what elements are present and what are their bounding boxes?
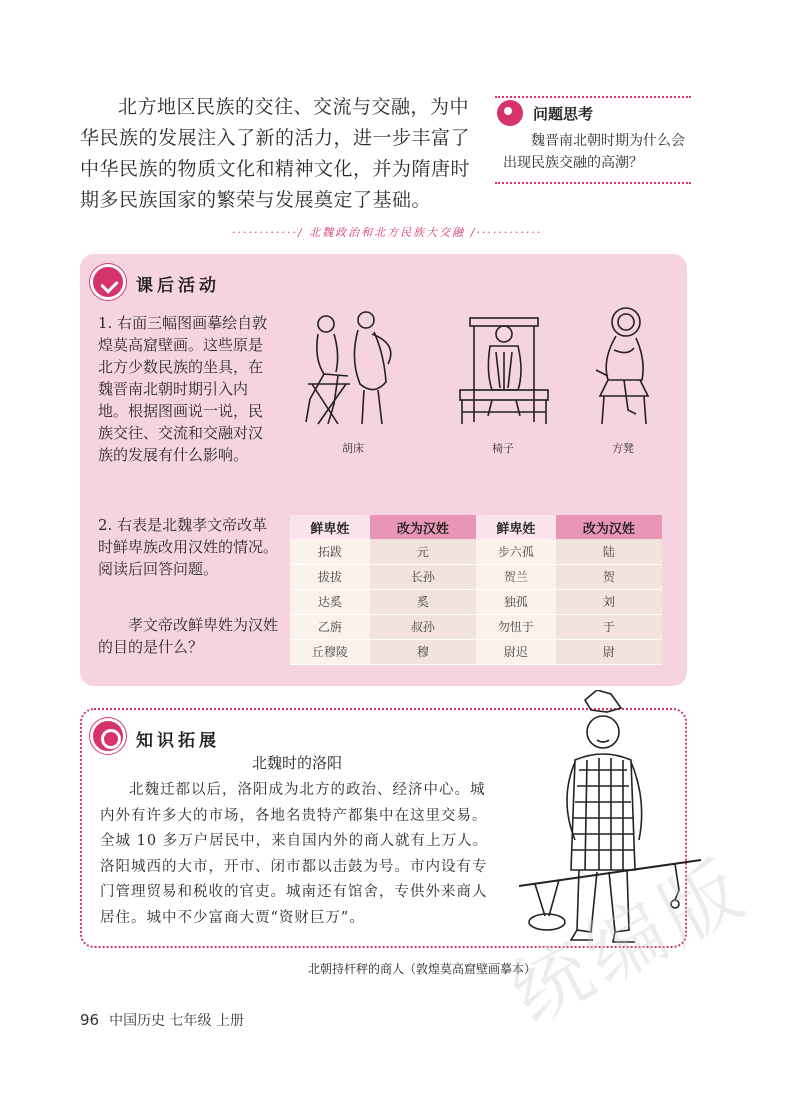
figure-yizi [452,312,557,430]
table-cell: 独孤 [476,589,556,614]
merchant-caption: 北朝持杆秤的商人（敦煌莫高窟壁画摹本） [308,962,537,976]
knowledge-ring-icon [90,718,126,754]
table-cell: 拔拔 [290,564,370,589]
table-cell: 长孙 [370,564,476,589]
huchuang-drawing [288,304,408,434]
table-cell: 刘 [556,589,662,614]
figure-huchuang [288,304,408,434]
figure-caption-huchuang: 胡床 [342,442,364,455]
think-bottom-rule [495,182,691,184]
knowledge-subtitle: 北魏时的洛阳 [252,754,343,772]
table-cell: 奚 [370,589,476,614]
activity-question-2-sub: 孝文帝改鲜卑姓为汉姓的目的是什么？ [98,616,279,656]
intro-paragraph: 北方地区民族的交往、交流与交融，为中华民族的发展注入了新的活力，进一步丰富了中华民族的物质文化和精神文化，并为隋唐时期多民族国家的繁荣与发展奠定了基础。 [80,96,471,211]
book-title: 中国历史 七年级 上册 [109,1013,244,1029]
table-cell: 陆 [556,539,662,564]
runner-dots-right: ············ [476,226,543,239]
table-cell: 穆 [370,639,476,664]
think-box [495,96,691,186]
table-row [290,589,662,614]
page-footer [80,1010,244,1030]
yizi-drawing [452,312,557,430]
table-cell: 乙旃 [290,614,370,639]
surname-table [290,515,662,665]
think-body: 魏晋南北朝时期为什么会出现民族交融的高潮？ [503,133,685,171]
think-title: 问题思考 [533,105,594,123]
table-row [290,614,662,639]
table-row [290,539,662,564]
table-cell: 步六孤 [476,539,556,564]
table-cell: 尉 [556,639,662,664]
table-header-cell: 改为汉姓 [370,515,476,539]
knowledge-body: 北魏迁都以后，洛阳成为北方的政治、经济中心。城内外有许多大的市场，各地名贵特产都集中在这里交易。全城 10 多万户居民中，来自国内外的商人就有上万人。洛阳城西的大市，开市、闭市都以击鼓为号。市内设有专门管理贸易和税收的官吏。城南还有馆舍，专供外来商人居住。城中不少富商大贾“资财巨万”。 [100,782,489,926]
knowledge-title: 知识拓展 [136,731,220,751]
table-cell: 于 [556,614,662,639]
table-cell: 元 [370,539,476,564]
watermark: 统编版 [496,843,762,1042]
table-cell: 拓跋 [290,539,370,564]
figure-caption-yizi: 椅子 [492,442,514,455]
figure-caption-fangdeng: 方凳 [612,442,634,455]
table-header-cell: 鲜卑姓 [476,515,556,539]
surname-table-header [290,515,662,539]
activity-check-icon [90,264,126,300]
figure-fangdeng [584,300,664,430]
runner-dots-left: ············ [232,226,298,239]
table-header-cell: 鲜卑姓 [290,515,370,539]
page-number: 96 [80,1011,100,1029]
table-cell: 勿忸于 [476,614,556,639]
table-cell: 贺兰 [476,564,556,589]
activity-question-1: 1. 右面三幅图画摹绘自敦煌莫高窟壁画。这些原是北方少数民族的坐具，在魏晋南北朝时期引入内地。根据图画说一说，民族交往、交流和交融对汉族的发展有什么影响。 [98,314,268,464]
table-row [290,564,662,589]
activity-question-2: 2. 右表是北魏孝文帝改革时鲜卑族改用汉姓的情况。阅读后回答问题。 [98,516,279,578]
table-cell: 尉迟 [476,639,556,664]
table-cell: 丘穆陵 [290,639,370,664]
runner-text: / 北魏政治和北方民族大交融 / [297,226,477,239]
section-runner [232,224,542,240]
activity-title: 课后活动 [136,276,220,296]
table-row [290,639,662,664]
table-cell: 叔孙 [370,614,476,639]
table-cell: 达奚 [290,589,370,614]
fangdeng-drawing [584,300,664,430]
question-icon [497,100,523,126]
table-cell: 贺 [556,564,662,589]
activity-panel [80,254,687,686]
think-top-rule [495,96,691,98]
table-header-cell: 改为汉姓 [556,515,662,539]
